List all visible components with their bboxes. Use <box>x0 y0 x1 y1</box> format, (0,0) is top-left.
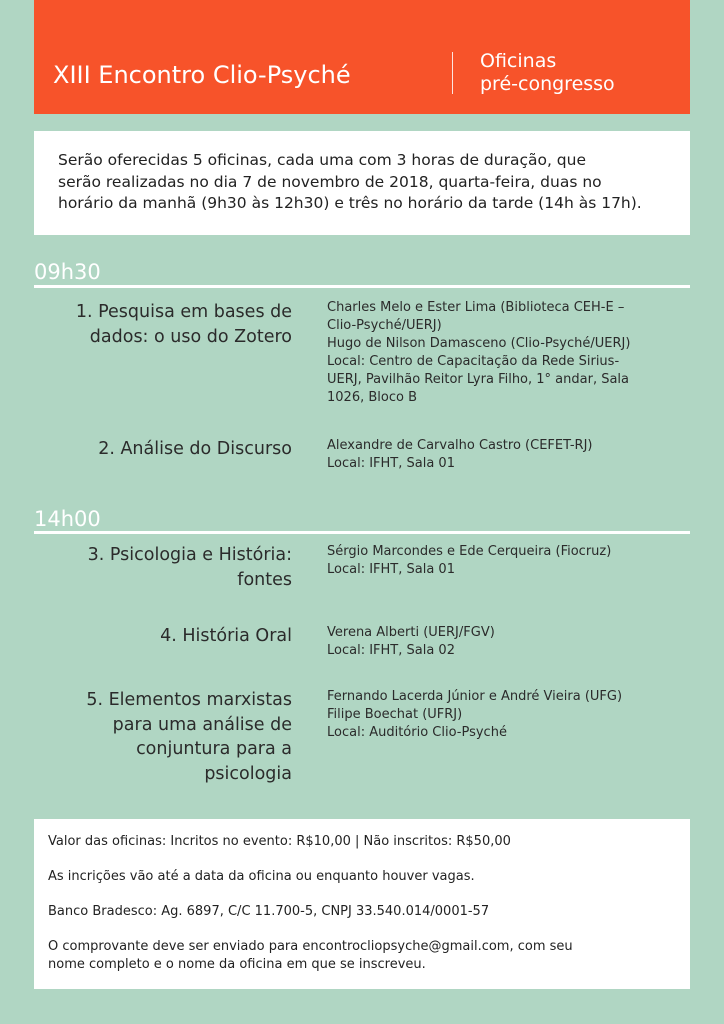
workshop-4-title <box>160 624 292 649</box>
workshop-5-title <box>86 688 292 786</box>
workshop-title-line: 4. História Oral <box>160 626 292 646</box>
workshop-title-line: 3. Psicologia e História: <box>87 545 292 565</box>
workshop-3-title <box>88 543 292 592</box>
workshop-detail-line: Local: IFHT, Sala 01 <box>327 562 455 577</box>
bank-info <box>48 903 676 921</box>
workshop-title-line: 5. Elementos marxistas <box>86 690 292 710</box>
intro-line: Serão oferecidas 5 oficinas, cada uma com 3 horas de duração, que <box>58 151 587 169</box>
price-text: Valor das oficinas: Incritos no evento: R$10,00 | Não inscritos: R$50,00 <box>48 834 511 849</box>
intro-line: horário da manhã (9h30 às 12h30) e três no horário da tarde (14h às 17h). <box>58 194 642 212</box>
session-divider <box>34 285 690 288</box>
info-box <box>34 819 690 989</box>
workshop-detail-line: Local: Centro de Capacitação da Rede Sirius- <box>327 354 620 369</box>
event-title: XIII Encontro Clio-Psyché <box>53 61 351 89</box>
workshop-detail-line: Local: IFHT, Sala 01 <box>327 456 455 471</box>
workshop-detail-line: Clio-Psyché/UERJ) <box>327 318 442 333</box>
receipt-text: O comprovante deve ser enviado para encontrocliopsyche@gmail.com, com seu <box>48 939 573 954</box>
deadline-text: As incrições vão até a data da oficina ou enquanto houver vagas. <box>48 869 475 884</box>
price-info <box>48 833 676 851</box>
workshop-title-line: dados: o uso do Zotero <box>89 326 292 347</box>
workshop-detail-line: Fernando Lacerda Júnior e André Vieira (UFG) <box>327 689 623 704</box>
workshop-title-line: conjuntura para a <box>136 739 292 759</box>
intro-line: serão realizadas no dia 7 de novembro de 2018, quarta-feira, duas no <box>58 172 602 191</box>
workshop-detail-line: Local: IFHT, Sala 02 <box>327 643 455 658</box>
workshop-detail-line: Alexandre de Carvalho Castro (CEFET-RJ) <box>327 438 593 453</box>
header-banner <box>34 0 690 114</box>
workshop-1-details <box>327 299 630 407</box>
session-divider <box>34 531 690 534</box>
workshop-2-details <box>327 437 592 473</box>
workshop-detail-line: Hugo de Nilson Damasceno (Clio-Psyché/UERJ) <box>327 336 631 351</box>
subtitle-line: pré-congresso <box>480 73 615 95</box>
workshop-title-line: 1. Pesquisa em bases de <box>75 302 292 322</box>
bank-text: Banco Bradesco: Ag. 6897, C/C 11.700-5, CNPJ 33.540.014/0001-57 <box>48 904 490 919</box>
workshop-detail-line: Verena Alberti (UERJ/FGV) <box>327 625 495 640</box>
workshop-5-details <box>327 688 622 742</box>
workshop-title-line: para uma análise de <box>112 714 292 735</box>
workshop-4-details <box>327 624 495 660</box>
workshop-detail-line: UERJ, Pavilhão Reitor Lyra Filho, 1° andar, Sala <box>327 372 630 387</box>
intro-box <box>34 131 690 235</box>
workshop-3-details <box>327 543 611 579</box>
receipt-text: nome completo e o nome da oficina em que se inscreveu. <box>48 957 426 972</box>
header-divider <box>452 52 453 94</box>
receipt-info <box>48 938 676 974</box>
workshop-detail-line: Sérgio Marcondes e Ede Cerqueira (Fiocruz) <box>327 544 612 559</box>
deadline-info <box>48 868 676 886</box>
workshop-1-title <box>76 300 292 349</box>
workshop-detail-line: 1026, Bloco B <box>327 390 417 405</box>
workshop-detail-line: Local: Auditório Clio-Psyché <box>327 725 507 740</box>
subtitle-line: Oficinas <box>480 50 557 72</box>
workshop-2-title <box>98 437 292 462</box>
workshop-title-line: 2. Análise do Discurso <box>98 439 292 459</box>
workshop-title-line: fontes <box>237 569 292 590</box>
session-time-afternoon: 14h00 <box>34 507 101 531</box>
workshop-title-line: psicologia <box>204 763 292 784</box>
event-subtitle <box>480 50 615 96</box>
workshop-detail-line: Filipe Boechat (UFRJ) <box>327 707 463 722</box>
workshop-detail-line: Charles Melo e Ester Lima (Biblioteca CEH-E – <box>327 300 625 315</box>
session-time-morning: 09h30 <box>34 260 101 284</box>
